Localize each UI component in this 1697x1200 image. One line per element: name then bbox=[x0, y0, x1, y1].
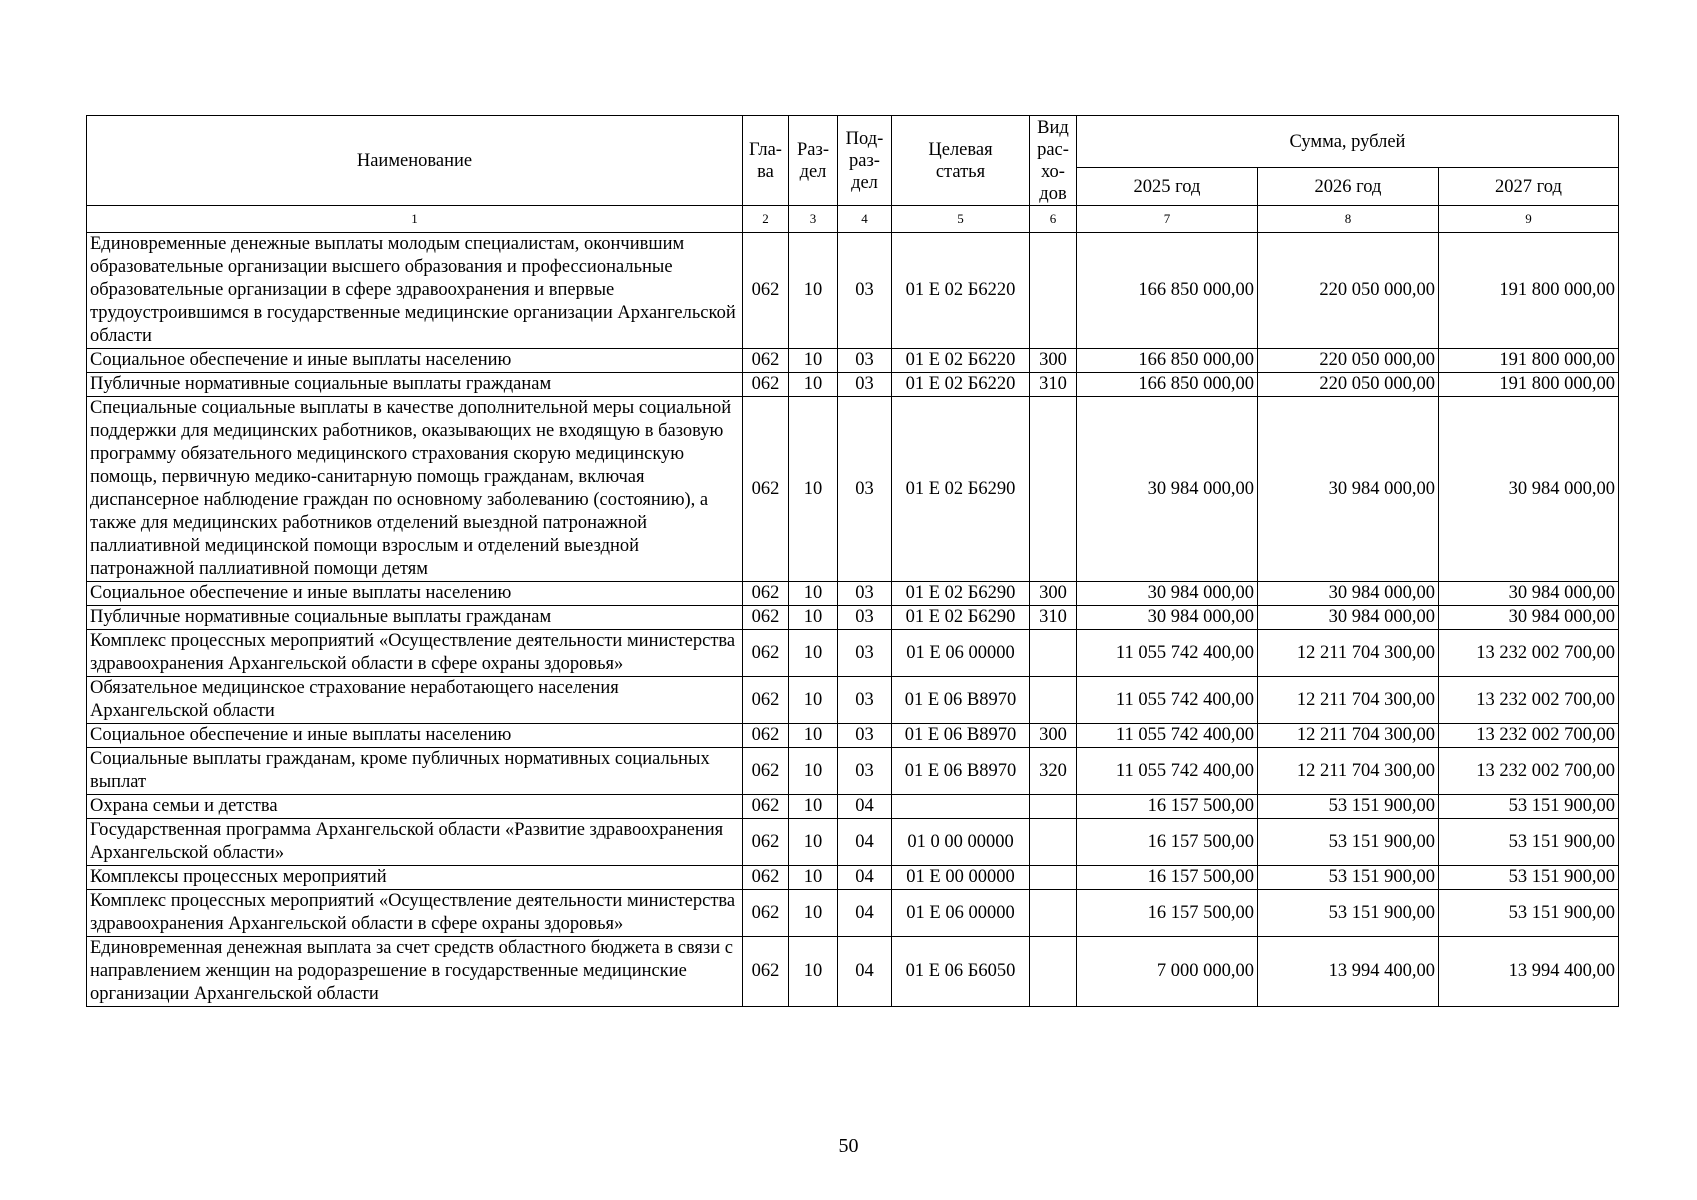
column-numbers-row bbox=[87, 206, 1619, 233]
row-sum-2027: 13 232 002 700,00 bbox=[1439, 630, 1619, 677]
table-row bbox=[87, 373, 1619, 397]
table-row bbox=[87, 748, 1619, 795]
row-glava: 062 bbox=[743, 582, 789, 606]
row-razdel: 10 bbox=[789, 819, 838, 866]
table-row bbox=[87, 795, 1619, 819]
row-sum-2025: 16 157 500,00 bbox=[1077, 819, 1258, 866]
row-name: Публичные нормативные социальные выплаты гражданам bbox=[87, 373, 743, 397]
budget-table bbox=[86, 115, 1619, 1007]
row-name: Государственная программа Архангельской области «Развитие здравоохранения Архангельской области» bbox=[87, 819, 743, 866]
row-podrazdel: 03 bbox=[838, 582, 892, 606]
header-podrazdel: Под- раз- дел bbox=[838, 116, 892, 206]
table-row bbox=[87, 724, 1619, 748]
row-sum-2026: 12 211 704 300,00 bbox=[1258, 630, 1439, 677]
table-row bbox=[87, 866, 1619, 890]
row-name: Комплекс процессных мероприятий «Осуществление деятельности министерства здравоохранения Архангельской области в сфере охраны здоровья» bbox=[87, 890, 743, 937]
header-glava: Гла- ва bbox=[743, 116, 789, 206]
table-row bbox=[87, 397, 1619, 582]
row-razdel: 10 bbox=[789, 349, 838, 373]
row-vid bbox=[1030, 630, 1077, 677]
row-vid: 310 bbox=[1030, 373, 1077, 397]
row-sum-2026: 30 984 000,00 bbox=[1258, 582, 1439, 606]
row-vid bbox=[1030, 890, 1077, 937]
row-sum-2026: 53 151 900,00 bbox=[1258, 866, 1439, 890]
row-name: Социальное обеспечение и иные выплаты населению bbox=[87, 349, 743, 373]
row-name: Охрана семьи и детства bbox=[87, 795, 743, 819]
row-razdel: 10 bbox=[789, 397, 838, 582]
row-celevaya: 01 Е 06 Б6050 bbox=[892, 937, 1030, 1007]
row-celevaya: 01 Е 02 Б6290 bbox=[892, 397, 1030, 582]
row-glava: 062 bbox=[743, 748, 789, 795]
row-podrazdel: 03 bbox=[838, 373, 892, 397]
row-sum-2025: 30 984 000,00 bbox=[1077, 606, 1258, 630]
column-number: 9 bbox=[1439, 206, 1619, 233]
row-celevaya: 01 Е 06 00000 bbox=[892, 890, 1030, 937]
row-razdel: 10 bbox=[789, 866, 838, 890]
row-razdel: 10 bbox=[789, 630, 838, 677]
row-celevaya: 01 Е 06 В8970 bbox=[892, 724, 1030, 748]
row-sum-2025: 166 850 000,00 bbox=[1077, 349, 1258, 373]
row-podrazdel: 03 bbox=[838, 233, 892, 349]
row-name: Обязательное медицинское страхование неработающего населения Архангельской области bbox=[87, 677, 743, 724]
row-sum-2027: 53 151 900,00 bbox=[1439, 890, 1619, 937]
row-podrazdel: 04 bbox=[838, 819, 892, 866]
row-celevaya: 01 0 00 00000 bbox=[892, 819, 1030, 866]
row-celevaya: 01 Е 02 Б6220 bbox=[892, 373, 1030, 397]
row-sum-2026: 13 994 400,00 bbox=[1258, 937, 1439, 1007]
table-row bbox=[87, 677, 1619, 724]
table-row bbox=[87, 819, 1619, 866]
row-sum-2025: 166 850 000,00 bbox=[1077, 373, 1258, 397]
row-glava: 062 bbox=[743, 630, 789, 677]
header-year-2026: 2026 год bbox=[1258, 168, 1439, 206]
page-number: 50 bbox=[838, 1135, 859, 1157]
row-sum-2026: 12 211 704 300,00 bbox=[1258, 748, 1439, 795]
row-vid: 300 bbox=[1030, 349, 1077, 373]
row-vid: 310 bbox=[1030, 606, 1077, 630]
row-glava: 062 bbox=[743, 937, 789, 1007]
row-sum-2026: 53 151 900,00 bbox=[1258, 819, 1439, 866]
row-sum-2025: 16 157 500,00 bbox=[1077, 795, 1258, 819]
row-sum-2027: 13 232 002 700,00 bbox=[1439, 677, 1619, 724]
header-vid: Вид рас- хо- дов bbox=[1030, 116, 1077, 206]
row-vid: 300 bbox=[1030, 724, 1077, 748]
row-sum-2027: 191 800 000,00 bbox=[1439, 373, 1619, 397]
row-sum-2025: 16 157 500,00 bbox=[1077, 866, 1258, 890]
row-sum-2027: 53 151 900,00 bbox=[1439, 866, 1619, 890]
row-podrazdel: 04 bbox=[838, 937, 892, 1007]
row-glava: 062 bbox=[743, 677, 789, 724]
row-podrazdel: 03 bbox=[838, 748, 892, 795]
row-sum-2027: 30 984 000,00 bbox=[1439, 582, 1619, 606]
row-sum-2027: 13 994 400,00 bbox=[1439, 937, 1619, 1007]
row-sum-2025: 11 055 742 400,00 bbox=[1077, 630, 1258, 677]
row-name: Социальное обеспечение и иные выплаты населению bbox=[87, 724, 743, 748]
row-glava: 062 bbox=[743, 233, 789, 349]
row-sum-2027: 191 800 000,00 bbox=[1439, 349, 1619, 373]
row-razdel: 10 bbox=[789, 890, 838, 937]
row-sum-2025: 11 055 742 400,00 bbox=[1077, 748, 1258, 795]
table-row bbox=[87, 606, 1619, 630]
row-name: Единовременная денежная выплата за счет средств областного бюджета в связи с направлением женщин на родоразрешение в государственные медицинские организации Архангельской области bbox=[87, 937, 743, 1007]
row-razdel: 10 bbox=[789, 748, 838, 795]
row-celevaya bbox=[892, 795, 1030, 819]
row-name: Единовременные денежные выплаты молодым специалистам, окончившим образовательные организации высшего образования и профессиональные образовательные организации в сфере здравоохранения и впервые трудоустроившимся в государственные медицинские организации Архангельской области bbox=[87, 233, 743, 349]
row-sum-2025: 16 157 500,00 bbox=[1077, 890, 1258, 937]
row-name: Комплекс процессных мероприятий «Осуществление деятельности министерства здравоохранения Архангельской области в сфере охраны здоровья» bbox=[87, 630, 743, 677]
row-razdel: 10 bbox=[789, 795, 838, 819]
row-razdel: 10 bbox=[789, 373, 838, 397]
row-name: Социальные выплаты гражданам, кроме публичных нормативных социальных выплат bbox=[87, 748, 743, 795]
row-sum-2027: 30 984 000,00 bbox=[1439, 397, 1619, 582]
column-number: 6 bbox=[1030, 206, 1077, 233]
row-sum-2025: 166 850 000,00 bbox=[1077, 233, 1258, 349]
row-vid: 300 bbox=[1030, 582, 1077, 606]
row-sum-2027: 191 800 000,00 bbox=[1439, 233, 1619, 349]
row-sum-2027: 30 984 000,00 bbox=[1439, 606, 1619, 630]
header-row bbox=[87, 116, 1619, 168]
column-number: 7 bbox=[1077, 206, 1258, 233]
row-sum-2026: 220 050 000,00 bbox=[1258, 233, 1439, 349]
column-number: 5 bbox=[892, 206, 1030, 233]
table-row bbox=[87, 630, 1619, 677]
row-sum-2025: 7 000 000,00 bbox=[1077, 937, 1258, 1007]
row-podrazdel: 03 bbox=[838, 397, 892, 582]
row-sum-2027: 13 232 002 700,00 bbox=[1439, 724, 1619, 748]
row-podrazdel: 03 bbox=[838, 349, 892, 373]
column-number: 1 bbox=[87, 206, 743, 233]
row-glava: 062 bbox=[743, 890, 789, 937]
row-podrazdel: 04 bbox=[838, 866, 892, 890]
column-number: 3 bbox=[789, 206, 838, 233]
row-podrazdel: 03 bbox=[838, 606, 892, 630]
table-row bbox=[87, 890, 1619, 937]
row-glava: 062 bbox=[743, 373, 789, 397]
row-glava: 062 bbox=[743, 349, 789, 373]
row-glava: 062 bbox=[743, 819, 789, 866]
header-summa: Сумма, рублей bbox=[1077, 116, 1619, 168]
row-sum-2026: 220 050 000,00 bbox=[1258, 373, 1439, 397]
row-name: Публичные нормативные социальные выплаты гражданам bbox=[87, 606, 743, 630]
budget-sheet bbox=[86, 115, 1618, 1007]
row-sum-2026: 30 984 000,00 bbox=[1258, 397, 1439, 582]
row-sum-2025: 11 055 742 400,00 bbox=[1077, 677, 1258, 724]
row-podrazdel: 04 bbox=[838, 890, 892, 937]
header-razdel: Раз- дел bbox=[789, 116, 838, 206]
row-name: Комплексы процессных мероприятий bbox=[87, 866, 743, 890]
table-row bbox=[87, 233, 1619, 349]
row-name: Специальные социальные выплаты в качестве дополнительной меры социальной поддержки для медицинских работников, оказывающих не входящую в базовую программу обязательного медицинского страхования скорую медицинскую помощь, первичную медико-санитарную помощь гражданам, включая диспансерное наблюдение граждан по основному заболеванию (состоянию), а также для медицинских работников отделений выездной патронажной паллиативной медицинской помощи взрослым и отделений выездной патронажной паллиативной помощи детям bbox=[87, 397, 743, 582]
row-sum-2027: 53 151 900,00 bbox=[1439, 819, 1619, 866]
row-celevaya: 01 Е 06 00000 bbox=[892, 630, 1030, 677]
row-razdel: 10 bbox=[789, 724, 838, 748]
table-row bbox=[87, 937, 1619, 1007]
row-name: Социальное обеспечение и иные выплаты населению bbox=[87, 582, 743, 606]
row-glava: 062 bbox=[743, 795, 789, 819]
column-number: 2 bbox=[743, 206, 789, 233]
row-sum-2027: 13 232 002 700,00 bbox=[1439, 748, 1619, 795]
row-razdel: 10 bbox=[789, 677, 838, 724]
column-number: 4 bbox=[838, 206, 892, 233]
row-vid bbox=[1030, 233, 1077, 349]
table-row bbox=[87, 582, 1619, 606]
row-celevaya: 01 Е 06 В8970 bbox=[892, 748, 1030, 795]
row-vid bbox=[1030, 937, 1077, 1007]
row-vid bbox=[1030, 819, 1077, 866]
row-celevaya: 01 Е 02 Б6290 bbox=[892, 582, 1030, 606]
header-year-2027: 2027 год bbox=[1439, 168, 1619, 206]
row-razdel: 10 bbox=[789, 233, 838, 349]
row-vid: 320 bbox=[1030, 748, 1077, 795]
row-razdel: 10 bbox=[789, 606, 838, 630]
row-vid bbox=[1030, 795, 1077, 819]
row-sum-2026: 220 050 000,00 bbox=[1258, 349, 1439, 373]
row-celevaya: 01 Е 02 Б6290 bbox=[892, 606, 1030, 630]
row-podrazdel: 03 bbox=[838, 677, 892, 724]
row-vid bbox=[1030, 866, 1077, 890]
row-glava: 062 bbox=[743, 397, 789, 582]
row-sum-2026: 30 984 000,00 bbox=[1258, 606, 1439, 630]
row-glava: 062 bbox=[743, 606, 789, 630]
row-celevaya: 01 Е 02 Б6220 bbox=[892, 233, 1030, 349]
row-glava: 062 bbox=[743, 866, 789, 890]
row-sum-2025: 30 984 000,00 bbox=[1077, 397, 1258, 582]
row-podrazdel: 03 bbox=[838, 724, 892, 748]
row-sum-2025: 30 984 000,00 bbox=[1077, 582, 1258, 606]
row-podrazdel: 03 bbox=[838, 630, 892, 677]
row-sum-2026: 12 211 704 300,00 bbox=[1258, 724, 1439, 748]
row-sum-2026: 53 151 900,00 bbox=[1258, 795, 1439, 819]
row-podrazdel: 04 bbox=[838, 795, 892, 819]
row-celevaya: 01 Е 02 Б6220 bbox=[892, 349, 1030, 373]
table-body bbox=[87, 233, 1619, 1007]
header-celevaya: Целевая статья bbox=[892, 116, 1030, 206]
row-celevaya: 01 Е 06 В8970 bbox=[892, 677, 1030, 724]
row-razdel: 10 bbox=[789, 582, 838, 606]
row-sum-2026: 12 211 704 300,00 bbox=[1258, 677, 1439, 724]
table-row bbox=[87, 349, 1619, 373]
row-razdel: 10 bbox=[789, 937, 838, 1007]
column-number: 8 bbox=[1258, 206, 1439, 233]
header-year-2025: 2025 год bbox=[1077, 168, 1258, 206]
header-name: Наименование bbox=[87, 116, 743, 206]
row-glava: 062 bbox=[743, 724, 789, 748]
row-sum-2027: 53 151 900,00 bbox=[1439, 795, 1619, 819]
row-sum-2026: 53 151 900,00 bbox=[1258, 890, 1439, 937]
row-vid bbox=[1030, 677, 1077, 724]
row-celevaya: 01 Е 00 00000 bbox=[892, 866, 1030, 890]
row-vid bbox=[1030, 397, 1077, 582]
row-sum-2025: 11 055 742 400,00 bbox=[1077, 724, 1258, 748]
